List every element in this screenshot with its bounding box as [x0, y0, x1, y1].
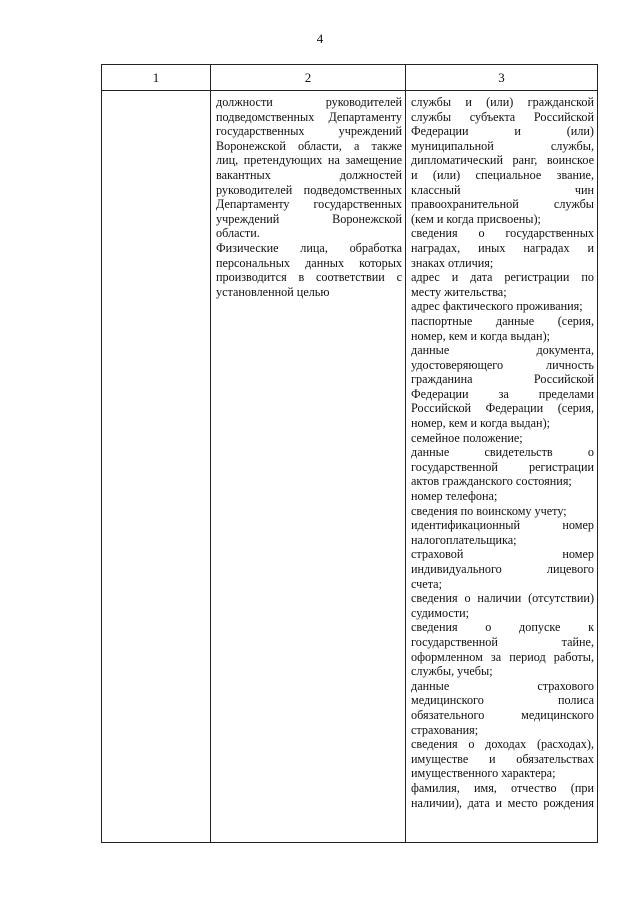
- text-line: адрес фактического проживания;: [411, 299, 583, 314]
- text-line: Физические лица, обработка: [216, 240, 402, 255]
- text-line: лиц, претендующих на замещение: [216, 153, 402, 168]
- text-line: налогоплательщика;: [411, 532, 517, 547]
- text-line: классный чин: [411, 182, 594, 197]
- text-line: сведения по воинскому учету;: [411, 503, 567, 518]
- text-line: правоохранительной службы: [411, 197, 594, 212]
- text-line: службы, учебы;: [411, 664, 493, 679]
- text-line: данные документа,: [411, 343, 594, 358]
- text-line: сведения о допуске к: [411, 620, 594, 635]
- text-line: страховой номер: [411, 547, 594, 562]
- text-line: сведения о наличии (отсутствии): [411, 591, 594, 606]
- column-header-1: 1: [102, 65, 211, 91]
- text-line: данные страхового: [411, 678, 594, 693]
- text-line: руководителей подведомственных: [216, 182, 402, 197]
- text-line: адрес и дата регистрации по: [411, 270, 594, 285]
- text-line: сведения о доходах (расходах),: [411, 737, 594, 752]
- table-row: [102, 91, 598, 843]
- text-line: производится в соответствии с: [216, 270, 402, 285]
- text-line: наличии), дата и место рождения: [411, 795, 594, 810]
- text-line: судимости;: [411, 605, 470, 620]
- text-line: удостоверяющего личность: [411, 357, 594, 372]
- text-line: вакантных должностей: [216, 167, 402, 182]
- text-line: службы субъекта Российской: [411, 109, 594, 124]
- text-line: месту жительства;: [411, 284, 507, 299]
- text-line: номер телефона;: [411, 489, 498, 504]
- column-3-text: [406, 91, 597, 810]
- text-line: гражданина Российской: [411, 372, 594, 387]
- table-header-row: [102, 65, 598, 91]
- text-line: идентификационный номер: [411, 518, 594, 533]
- text-line: индивидуального лицевого: [411, 562, 594, 576]
- text-line: семейное положение;: [411, 430, 523, 445]
- text-line: наградах, иных наградах и: [411, 240, 594, 255]
- text-line: государственной регистрации: [411, 459, 594, 474]
- text-line: имущественного характера;: [411, 766, 556, 781]
- text-line: дипломатический ранг, воинское: [411, 153, 594, 168]
- text-line: Федерации за пределами: [411, 386, 594, 401]
- text-line: номер, кем и когда выдан);: [411, 328, 551, 343]
- text-line: фамилия, имя, отчество (при: [411, 780, 594, 795]
- text-line: установленной целью: [216, 284, 330, 299]
- text-line: персональных данных которых: [216, 255, 402, 270]
- cell-column-3: [406, 91, 598, 843]
- text-line: подведомственных Департаменту: [216, 109, 402, 124]
- text-line: номер, кем и когда выдан);: [411, 416, 551, 431]
- text-line: имуществе и обязательствах: [411, 751, 594, 766]
- document-table: [101, 64, 598, 843]
- text-line: государственных учреждений: [216, 124, 402, 139]
- text-line: области.: [216, 226, 260, 241]
- column-2-text: [211, 91, 405, 299]
- text-line: данные свидетельств о: [411, 445, 594, 460]
- text-line: счета;: [411, 576, 442, 591]
- column-header-3: 3: [406, 65, 598, 91]
- text-line: Департаменту государственных: [216, 197, 402, 212]
- text-line: медицинского полиса: [411, 693, 594, 708]
- text-line: актов гражданского состояния;: [411, 474, 572, 489]
- cell-column-1: [102, 91, 211, 843]
- column-header-2: 2: [211, 65, 406, 91]
- text-line: должности руководителей: [216, 95, 402, 109]
- text-line: учреждений Воронежской: [216, 211, 402, 226]
- text-line: паспортные данные (серия,: [411, 313, 594, 328]
- text-line: оформленном за период работы,: [411, 649, 594, 664]
- text-line: государственной тайне,: [411, 634, 594, 649]
- text-line: (кем и когда присвоены);: [411, 211, 541, 226]
- text-line: обязательного медицинского: [411, 707, 594, 722]
- text-line: сведения о государственных: [411, 226, 594, 241]
- text-line: службы и (или) гражданской: [411, 95, 594, 109]
- text-line: Воронежской области, а также: [216, 138, 402, 153]
- text-line: Федерации и (или): [411, 124, 594, 139]
- text-line: страхования;: [411, 722, 479, 737]
- cell-column-2: [211, 91, 406, 843]
- text-line: знаках отличия;: [411, 255, 494, 270]
- page-number: 4: [316, 31, 324, 46]
- text-line: Российской Федерации (серия,: [411, 401, 594, 416]
- text-line: и (или) специальное звание,: [411, 167, 594, 182]
- text-line: муниципальной службы,: [411, 138, 594, 153]
